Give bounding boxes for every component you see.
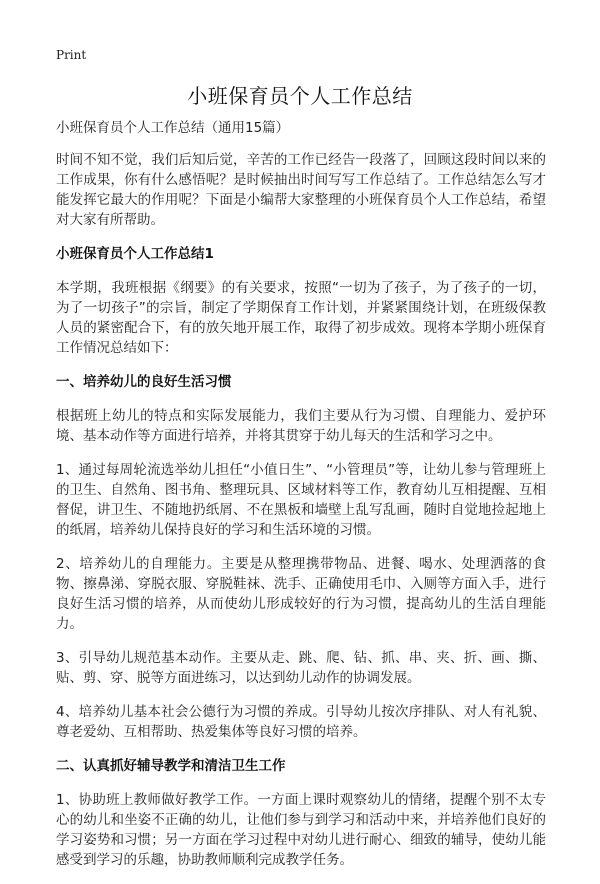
section-heading: 小班保育员个人工作总结1 [56,246,214,262]
list-item: 2、培养幼儿的自理能力。主要是从整理携带物品、进餐、喝水、处理洒落的食物、擦鼻涕、穿脱衣服、穿脱鞋袜、洗手、正确使用毛巾、入厕等方面入手，进行良好生活习惯的培养，从而使幼儿形成较好的行为习惯，提高幼儿的生活自理能力。 [56,556,546,632]
intro-paragraph: 时间不知不觉，我们后知后觉，辛苦的工作已经告一段落了，回顾这段时间以来的工作成果，你有什么感悟呢？是时候抽出时间写写工作总结了。工作总结怎么写才能发挥它最大的作用呢？下面是小编帮大家整理的小班保育员个人工作总结，希望对大家有所帮助。 [56,152,546,228]
document-title: 小班保育员个人工作总结 [187,84,413,108]
document-subtitle: 小班保育员个人工作总结（通用15篇） [56,120,290,136]
part2-heading: 二、认真抓好辅导教学和清洁卫生工作 [56,758,286,774]
document-body [56,118,546,884]
list-item: 3、引导幼儿规范基本动作。主要从走、跳、爬、钻、抓、串、夹、折、画、撕、贴、剪、穿、脱等方面进练习，以达到幼儿动作的协调发展。 [56,650,546,686]
list-item: 4、培养幼儿基本社会公德行为习惯的养成。引导幼儿按次序排队、对人有礼貌、尊老爱幼、互相帮助、热爱集体等良好习惯的培养。 [56,704,546,740]
list-item: 1、通过每周轮流选举幼儿担任“小值日生”、“小管理员”等，让幼儿参与管理班上的卫生、自然角、图书角、整理玩具、区域材料等工作，教育幼儿互相提醒、互相督促，讲卫生、不随地扔纸屑、不在黑板和墙壁上乱写乱画，随时自觉地捡起地上的纸屑，培养幼儿保持良好的学习和生活环境的习惯。 [56,462,546,538]
section-intro-paragraph: 本学期，我班根据《纲要》的有关要求，按照“一切为了孩子，为了孩子的一切，为了一切孩子”的宗旨，制定了学期保育工作计划，并紧紧围绕计划，在班级保教人员的紧密配合下，有的放矢地开展工作，取得了初步成效。现将本学期小班保育工作情况总结如下： [56,280,546,356]
part1-intro-paragraph: 根据班上幼儿的特点和实际发展能力，我们主要从行为习惯、自理能力、爱护环境、基本动作等方面进行培养，并将其贯穿于幼儿每天的生活和学习之中。 [56,408,546,444]
print-link[interactable]: Print [56,48,87,62]
part1-heading: 一、培养幼儿的良好生活习惯 [56,374,232,390]
list-item: 1、协助班上教师做好教学工作。一方面上课时观察幼儿的情绪，提醒个别不太专心的幼儿和坐姿不正确的幼儿，让他们参与到学习和活动中来，并培养他们良好的学习姿势和习惯；另一方面在学习过程中对幼儿进行耐心、细致的辅导，使幼儿能感受到学习的乐趣，协助教师顺利完成教学任务。 [56,792,546,868]
